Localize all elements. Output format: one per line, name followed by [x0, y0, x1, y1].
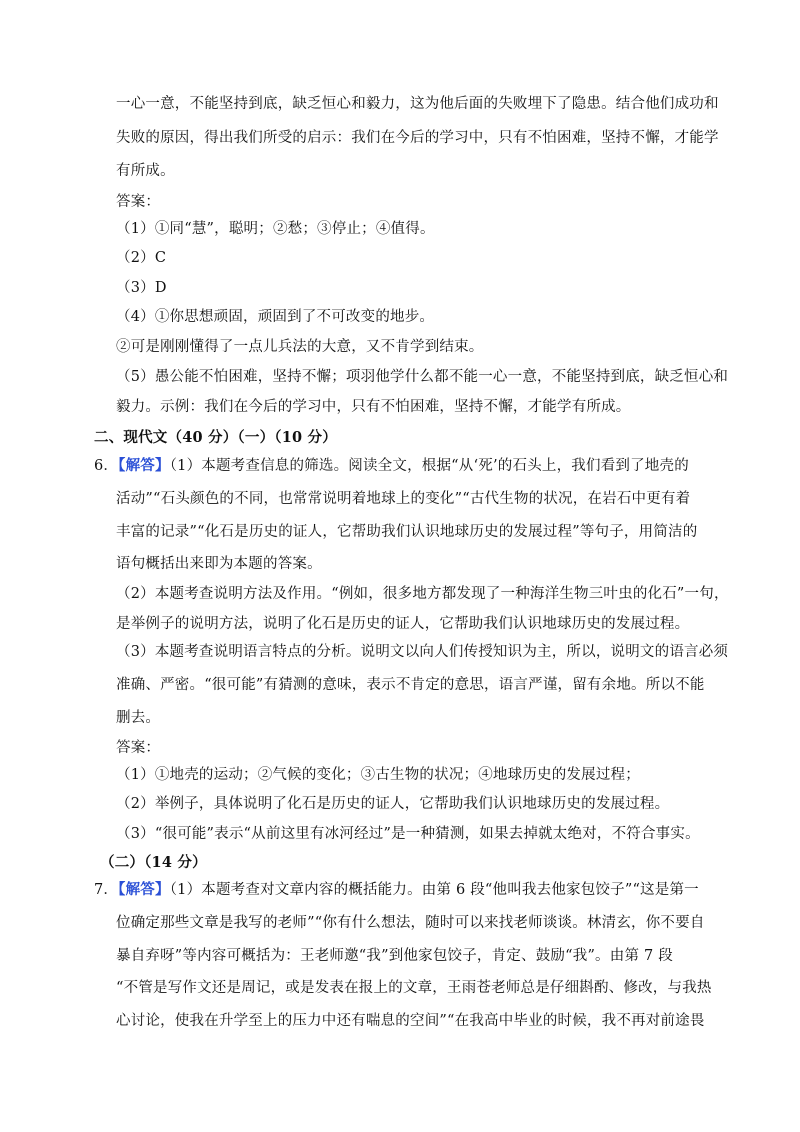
text-line: 心讨论，使我在升学至上的压力中还有喘息的空间”“在我高中毕业的时候，我不再对前途畏: [116, 1013, 705, 1029]
text-line: 暴自弃呀”等内容可概括为：王老师邀“我”到他家包饺子，肯定、鼓励“我”。由第 7 段: [116, 948, 673, 964]
answer-item: （1）①地壳的运动；②气候的变化；③古生物的状况；④地球历史的发展过程；: [116, 767, 640, 783]
answer-item: （2）C: [116, 250, 167, 266]
text-line: 丰富的记录”“化石是历史的证人，它帮助我们认识地球历史的发展过程”等句子，用简洁的: [116, 524, 698, 540]
answer-label: 答案：: [116, 740, 161, 756]
text-line: “不管是写作文还是周记，或是发表在报上的文章，王雨苍老师总是仔细斟酌、修改，与我热: [116, 980, 712, 996]
question-line: [94, 456, 689, 476]
text-line: 有所成。: [116, 163, 175, 179]
text-line: 语句概括出来即为本题的答案。: [116, 556, 322, 572]
answer-label: 答案：: [116, 194, 161, 210]
text-line: 删去。: [116, 710, 161, 726]
answer-item: （4）①你思想顽固，顽固到了不可改变的地步。: [116, 309, 435, 325]
answer-tag: 【解答】: [118, 457, 170, 474]
question-number: 7．: [94, 882, 119, 898]
answer-item: （3）“很可能”表示“从前这里有冰河经过”是一种猜测，如果去掉就太绝对，不符合事实。: [116, 826, 700, 842]
question-text: （1）本题考查对文章内容的概括能力。由第 6 段“他叫我去他家包饺子”“这是第一: [169, 882, 699, 898]
text-line: 准确、严密。“很可能”有猜测的意味，表示不肯定的意思，语言严谨，留有余地。所以不能: [116, 677, 705, 693]
text-line: 活动”“石头颜色的不同，也常常说明着地球上的变化”“古代生物的状况，在岩石中更有着: [116, 491, 691, 507]
question-number: 6．: [94, 458, 119, 474]
question-text: （1）本题考查信息的筛选。阅读全文，根据“从‘死’的石头上，我们看到了地壳的: [169, 458, 689, 474]
text-line: 是举例子的说明方法，说明了化石是历史的证人，它帮助我们认识地球历史的发展过程。: [116, 616, 690, 632]
text-line: （3）本题考查说明语言特点的分析。说明文以向人们传授知识为主，所以，说明文的语言必须: [116, 644, 729, 660]
answer-item: （5）愚公能不怕困难，坚持不懈；项羽他学什么都不能一心一意，不能坚持到底，缺乏恒心和: [116, 369, 729, 385]
text-line: 失败的原因，得出我们所受的启示：我们在今后的学习中，只有不怕困难，坚持不懈，才能学: [116, 130, 719, 146]
question-line: [94, 880, 699, 900]
text-line: 毅力。示例：我们在今后的学习中，只有不怕困难，坚持不懈，才能学有所成。: [116, 399, 631, 415]
section-heading: （二）（14 分）: [100, 854, 207, 871]
answer-item: （2）举例子，具体说明了化石是历史的证人，它帮助我们认识地球历史的发展过程。: [116, 796, 670, 812]
answer-tag: 【解答】: [118, 881, 170, 898]
text-line: （2）本题考查说明方法及作用。“例如，很多地方都发现了一种海洋生物三叶虫的化石”一句，: [116, 586, 729, 602]
section-heading: 二、现代文（40 分）（一）（10 分）: [94, 429, 337, 446]
answer-item: ②可是刚刚懂得了一点儿兵法的大意，又不肯学到结束。: [116, 339, 484, 355]
answer-item: （3）D: [116, 280, 167, 296]
answer-item: （1）①同“慧”，聪明；②愁；③停止；④值得。: [116, 221, 435, 237]
text-line: 位确定那些文章是我写的老师”“你有什么想法，随时可以来找老师谈谈。林清玄，你不要自: [116, 915, 705, 931]
text-line: 一心一意，不能坚持到底，缺乏恒心和毅力，这为他后面的失败埋下了隐患。结合他们成功和: [116, 96, 719, 112]
